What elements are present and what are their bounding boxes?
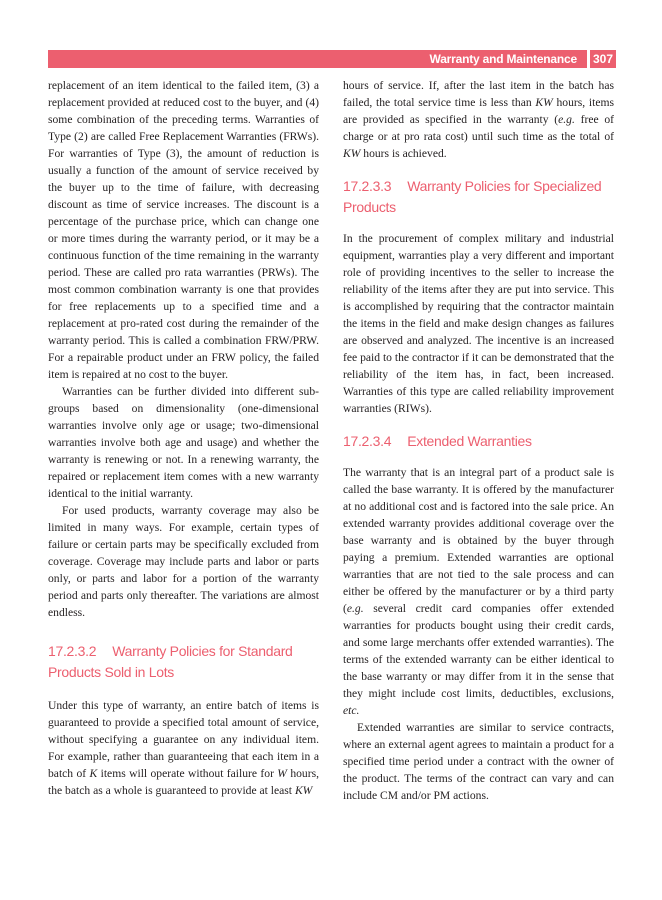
paragraph: replacement of an item identical to the failed item, (3) a replacement provided at reduced cost to the buyer, and (4) some combination of the preceding terms. Warranties of Type (2) are called Free Replacement Warranties (FRWs). For warranties of Type (3), the amount of reduction is usually a function of the amount of service received by the buyer up to the time of failure, with decreasing discount as time of service increases. The discount is a percentage of the purchase price, which can change one or more times during the warranty period, or it may be a continuous function of the time remaining in the warranty period. These are called pro rata warranties (PRWs). The most common combination warranty is one that provides for free replacements up to a specified time and a replacement at pro-rated cost during the remainder of the warranty period. This is called a combination FRW/PRW. For a repairable product under an FRW policy, the failed item is repaired at no cost to the buyer. xyxy=(48,79,319,381)
section-number: 17.2.3.2 xyxy=(48,643,97,659)
page-number: 307 xyxy=(590,50,616,68)
section-number: 17.2.3.3 xyxy=(343,178,392,194)
section-title: Warranty Policies for Specialized Products xyxy=(343,178,602,215)
section-heading-17-2-3-4 xyxy=(343,431,614,452)
running-header-bar xyxy=(48,50,587,68)
paragraph: The warranty that is an integral part of a product sale is called the base warranty. It is offered by the manufacturer at no additional cost and is factored into the sale price. An extended warranty provides additional coverage over the base warranty and is obtained by the buyer through paying a premium. Extended warranties are optional warranties that are not tied to the sale process and can either be offered by the manufacturer or by a third party (e.g. several credit card companies offer extended warranties for products bought using their credit cards, and some large merchants offer extended warranties). The terms of the extended warranty can be either identical to the base warranty or may differ from it in the sense that they might include cost limits, deductibles, exclusions, etc. xyxy=(343,466,614,717)
paragraph: hours of service. If, after the last item in the batch has failed, the total service time is less than KW hours, items are provided as specified in the warranty (e.g. free of charge or at pro rata cost) until such time as the total of KW hours is achieved. xyxy=(343,79,614,160)
paragraph: Warranties can be further divided into different sub-groups based on dimensionality (one-dimensional warranties involve only age or usage; two-dimensional warranties involve both age and usage) and whether the warranty is renewing or not. In a renewing warranty, the repaired or replacement item comes with a new warranty identical to the initial warranty. xyxy=(48,385,319,500)
right-column xyxy=(343,77,614,804)
section-heading-17-2-3-3 xyxy=(343,176,614,218)
left-column xyxy=(48,77,319,799)
section-title: Warranty Policies for Standard Products Sold in Lots xyxy=(48,643,293,680)
section-title: Extended Warranties xyxy=(407,433,532,449)
paragraph: In the procurement of complex military and industrial equipment, warranties play a very different and important role of providing incentives to the seller to increase the reliability of the items after they are put into service. This is accomplished by requiring that the contractor maintain the items in the field and make design changes as failures are observed and analyzed. The incentive is an increased fee paid to the contractor if it can be demonstrated that the reliability of the item has, in fact, been increased. Warranties of this type are called reliability improvement warranties (RIWs). xyxy=(343,232,614,415)
paragraph: For used products, warranty coverage may also be limited in many ways. For example, certain types of failure or certain parts may be specifically excluded from coverage. Coverage may include parts and labor or parts only, or parts and labor for a portion of the warranty period and parts only thereafter. The variations are almost endless. xyxy=(48,504,319,619)
paragraph: Extended warranties are similar to service contracts, where an external agent agrees to maintain a product for a specified time period under a contract with the owner of the product. The terms of the contract can vary and can include CM and/or PM actions. xyxy=(343,721,614,802)
section-number: 17.2.3.4 xyxy=(343,433,392,449)
section-heading-17-2-3-2 xyxy=(48,641,319,683)
running-title: Warranty and Maintenance xyxy=(429,52,577,66)
paragraph: Under this type of warranty, an entire batch of items is guaranteed to provide a specified total amount of service, without specifying a guarantee on any individual item. For example, rather than guaranteeing that each item in a batch of K items will operate without failure for W hours, the batch as a whole is guaranteed to provide at least KW xyxy=(48,699,319,797)
